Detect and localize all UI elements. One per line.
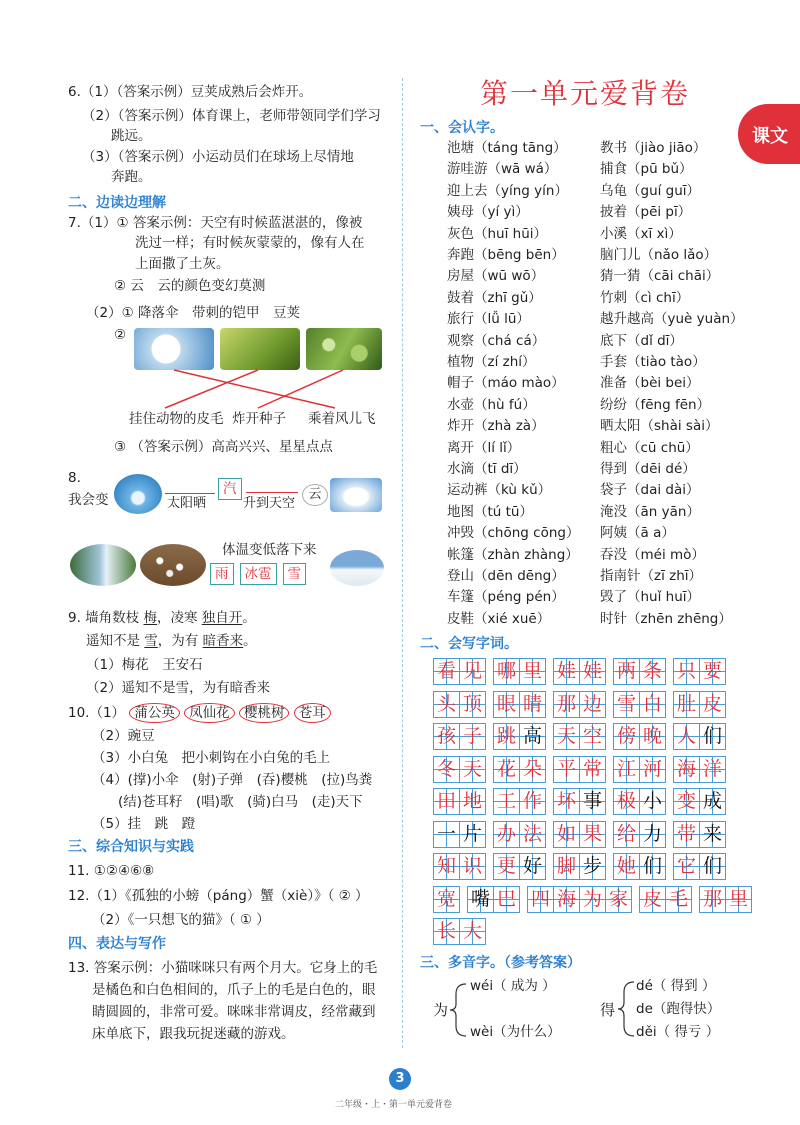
writing-cell: 好 [519,853,546,880]
writing-word-box [553,691,605,718]
q7-line-4: ② 云 云的颜色变幻莫测 [114,278,266,294]
writing-word-box [467,886,519,913]
footer-text: 二年级・上・第一单元爱背卷 [335,1100,453,1110]
writing-cell: 脚 [553,853,580,880]
recognize-word-item: 房屋（wū wō） [447,268,545,285]
writing-word-box [613,691,665,718]
writing-cell: 识 [459,853,486,880]
recognize-word-item: 时针（zhēn zhēng） [600,610,732,627]
writing-word-box [433,821,485,848]
writing-cell: 们 [699,853,726,880]
q9-answer-1: （1）梅花 王安石 [86,657,203,673]
right-section-3: 三、多音字。（参考答案） [420,955,581,971]
writing-cell: 皮 [699,691,726,718]
q9-blank-4: 暗香来 [202,633,244,649]
q10-line-4: （4）(撑)小伞 (射)子弹 (吞)樱桃 (拉)鸟粪 [92,772,373,788]
writing-cell: 皮 [639,886,666,913]
section-heading-2: 二、边读边理解 [68,195,166,211]
q9-blank-1: 梅 [143,610,157,626]
q12-line-2: （2）《一只想飞的猫》（ ① ） [92,912,270,928]
q8-cloud-bubble: 云 [302,484,328,506]
writing-word-box [613,821,665,848]
q13-line-3: 睛圆圆的，非常可爱。咪咪非常调皮，经常藏到 [92,1004,376,1020]
writing-cell: 作 [519,788,546,815]
writing-cell: 娃 [553,658,580,685]
q6-line-3: 跳远。 [111,128,152,144]
writing-cell: 给 [613,821,640,848]
match-label-1: 挂住动物的皮毛 [129,411,224,427]
writing-cell: 见 [459,658,486,685]
right-section-1: 一、会认字。 [420,120,504,136]
hail-image [140,544,206,586]
writing-word-box [613,723,665,750]
writing-cell: 头 [433,691,460,718]
q8-sun: 太阳晒 [167,496,207,511]
recognize-word-item: 乌龟（guí guī） [600,182,701,199]
q11: 11. ①②④⑥⑧ [68,863,155,879]
recognize-word-item: 帐篷（zhàn zhàng） [447,546,579,563]
q9-text-3: 。 [242,610,256,626]
writing-cell: 天 [459,756,486,783]
writing-cell: 河 [639,756,666,783]
q9-text-2: ，凌寒 [156,610,198,626]
writing-cell: 四 [527,886,554,913]
recognize-word-item: 晒太阳（shài sài） [600,418,719,435]
waterfall-image [70,544,136,586]
q6-line-2: （2）（答案示例）体育课上，老师带领同学们学习 [82,108,381,124]
q9-text-5: ，为有 [157,633,199,649]
right-section-2: 二、会写字词。 [420,636,518,652]
recognize-word-item: 运动裤（kù kǔ） [447,482,552,499]
writing-cell: 朵 [519,756,546,783]
recognize-word-item: 纷纷（fēng fēn） [600,396,711,413]
writing-cell: 变 [673,788,700,815]
writing-cell: 为 [579,886,606,913]
writing-cell: 步 [579,853,606,880]
writing-cell: 海 [553,886,580,913]
q13-line-4: 床单底下，跟我玩捉迷藏的游戏。 [92,1026,295,1042]
writing-cell: 江 [613,756,640,783]
writing-cell: 边 [579,691,606,718]
recognize-word-item: 阿姨（ā a） [600,525,675,542]
q13-line-1: 13. 答案示例：小猫咪咪只有两个月大。它身上的毛 [68,960,378,976]
writing-cell: 片 [459,821,486,848]
poly-de-1: dé（ 得到 ） [636,978,716,994]
q10-circled-1: 蒲公英 [129,703,180,723]
writing-cell: 极 [613,788,640,815]
writing-word-box [493,756,545,783]
recognize-word-item: 奔跑（bēng bēn） [447,247,565,263]
writing-word-box [553,658,605,685]
writing-cell: 平 [553,756,580,783]
poly-de-2: de（跑得快） [636,1001,721,1017]
q12-line-1: 12.（1）《孤独的小螃（páng）蟹（xiè）》（ ② ） [68,888,369,904]
q7-line-3: 上面撒了土灰。 [135,256,230,272]
writing-cell: 嘴 [467,886,494,913]
q6-line-1: 6.（1）（答案示例）豆荚成熟后会炸开。 [68,84,313,100]
recognize-word-item: 教书（jiào jiāo） [600,140,707,156]
q10-line-6: （5）挂 跳 蹬 [92,816,196,832]
writing-cell: 花 [493,756,520,783]
q9-text-1: 9. 墙角数枝 [68,610,140,626]
q8-form-hail: 冰雹 [240,563,277,585]
writing-cell: 里 [519,658,546,685]
writing-cell: 雪 [613,691,640,718]
match-label-2: 炸开种子 [232,411,286,427]
recognize-word-item: 脑门儿（nǎo lǎo） [600,247,718,263]
writing-word-box [433,691,485,718]
recognize-word-item: 捕食（pū bǔ） [600,161,693,178]
recognize-word-item: 帽子（máo mào） [447,375,565,392]
writing-cell: 法 [519,821,546,848]
q8-steam-box [218,478,242,500]
writing-cell: 白 [639,691,666,718]
q8-lead: 我会变 [68,492,109,508]
writing-cell: 一 [433,821,460,848]
q8-cool: 体温变低落下来 [222,542,317,558]
recognize-word-item: 皮鞋（xié xuē） [447,610,551,627]
recognize-word-item: 灰色（huī hūi） [447,225,548,242]
recognize-word-item: 迎上去（yíng yín） [447,182,568,199]
q10-line-5: (结)苍耳籽 (唱)歌 (骑)白马 (走)天下 [118,794,363,810]
snow-image [330,550,384,586]
matching-lines [130,368,390,410]
q8-form-snow: 雪 [283,563,307,585]
writing-cell: 它 [673,853,700,880]
writing-cell: 田 [433,788,460,815]
q10-line-3: （3）小白兔 把小刺钩在小白兔的毛上 [92,750,331,766]
writing-cell: 看 [433,658,460,685]
burr-image [306,328,382,370]
writing-cell: 孩 [433,723,460,750]
writing-word-box [493,658,545,685]
writing-cell: 来 [699,821,726,848]
recognize-word-item: 地图（tú tū） [447,503,533,520]
writing-cell: 要 [699,658,726,685]
writing-cell: 小 [639,788,666,815]
q7-3: ③ （答案示例）高高兴兴、星星点点 [114,439,333,455]
recognize-word-item: 水壶（hù fú） [447,396,536,413]
section-heading-4: 四、表达与写作 [68,936,166,952]
writing-cell: 海 [673,756,700,783]
q7-line-5: （2）① 降落伞 带刺的铠甲 豆荚 [86,305,300,321]
writing-cell: 大 [459,918,486,945]
recognize-word-item: 植物（zí zhí） [447,354,536,370]
writing-word-box [613,853,665,880]
q10-line-1 [68,703,331,723]
writing-word-box [493,788,545,815]
writing-word-box [553,756,605,783]
writing-cell: 她 [613,853,640,880]
writing-cell: 里 [725,886,752,913]
writing-cell: 家 [605,886,632,913]
writing-cell: 们 [699,723,726,750]
poly-wei-char: 为 [433,1001,449,1019]
q9-line-2 [86,631,257,651]
writing-word-box [493,821,545,848]
writing-word-box [673,756,725,783]
recognize-word-item: 车篷（péng pén） [447,589,565,606]
writing-cell: 地 [459,788,486,815]
writing-word-box [673,691,725,718]
page-number: 3 [389,1068,411,1090]
category-tab: 课文 [738,104,800,164]
q7-line-2: 洗过一样；有时候灰蒙蒙的，像有人在 [135,235,365,251]
writing-cell: 如 [553,821,580,848]
writing-word-box [433,788,485,815]
writing-cell: 知 [433,853,460,880]
writing-cell: 巴 [493,886,520,913]
writing-word-box [527,886,631,913]
writing-word-box [553,853,605,880]
writing-word-box [433,853,485,880]
recognize-word-item: 游哇游（wā wá） [447,161,558,178]
writing-word-box [433,658,485,685]
recognize-word-item: 旅行（lǚ lū） [447,311,530,328]
writing-word-box [673,853,725,880]
water-drop-image [114,474,162,514]
writing-cell: 两 [613,658,640,685]
recognize-word-item: 池塘（táng tāng） [447,140,567,156]
writing-word-box [433,723,485,750]
writing-cell: 眼 [493,691,520,718]
q13-line-2: 是橘色和白色相间的，爪子上的毛是白色的，眼 [92,982,376,998]
writing-cell: 们 [639,853,666,880]
writing-cell: 宽 [433,886,460,913]
q10-circled-3: 樱桃树 [239,703,290,723]
writing-cell: 果 [579,821,606,848]
recognize-word-item: 鼓着（zhī gǔ） [447,289,542,306]
writing-cell: 只 [673,658,700,685]
writing-cell: 坏 [553,788,580,815]
recognize-word-item: 底下（dǐ dī） [600,332,683,349]
writing-word-box [673,723,725,750]
poly-de-char: 得 [600,1001,616,1019]
recognize-word-item: 准备（bèi bei） [600,375,700,392]
q9-line-1 [68,608,256,628]
recognize-word-item: 粗心（cū chū） [600,439,699,456]
match-label-3: 乘着风儿飞 [308,411,376,427]
arrow-2 [246,492,298,493]
writing-cell: 长 [433,918,460,945]
recognize-word-item: 水滴（tī dī） [447,461,527,477]
writing-cell: 娃 [579,658,606,685]
writing-word-box [639,886,691,913]
writing-cell: 冬 [433,756,460,783]
recognize-word-item: 吞没（méi mò） [600,546,705,563]
writing-cell: 成 [699,788,726,815]
brace-de [616,980,636,1038]
recognize-word-item: 小溪（xī xì） [600,225,682,242]
writing-cell: 傍 [613,723,640,750]
writing-cell: 更 [493,853,520,880]
writing-cell: 哪 [493,658,520,685]
writing-cell: 条 [639,658,666,685]
q7-line-6: ② [114,327,127,343]
q10-lead: 10.（1） [68,705,126,721]
writing-word-box [553,788,605,815]
recognize-word-item: 越升越高（yuè yuàn） [600,311,744,328]
brace-wei [448,982,468,1038]
recognize-word-item: 登山（dēn dēng） [447,568,565,584]
writing-cell: 肚 [673,691,700,718]
writing-cell: 晚 [639,723,666,750]
writing-cell: 高 [519,723,546,750]
recognize-word-item: 毁了（huǐ huī） [600,589,701,606]
cloud-image [330,478,382,512]
poly-wei-1: wéi（ 成为 ） [470,978,556,994]
writing-cell: 子 [459,723,486,750]
q6-line-5: 奔跑。 [111,169,152,185]
recognize-word-item: 披着（pēi pī） [600,204,692,221]
writing-cell: 力 [639,821,666,848]
q9-text-6: 。 [243,633,257,649]
q8-sky: 升到天空 [243,496,296,511]
writing-cell: 天 [553,723,580,750]
writing-cell: 事 [579,788,606,815]
writing-word-box [553,723,605,750]
writing-cell: 人 [673,723,700,750]
recognize-word-item: 手套（tiào tào） [600,354,706,370]
writing-cell: 常 [579,756,606,783]
writing-word-box [673,658,725,685]
recognize-word-item: 得到（dēi dé） [600,461,696,477]
q9-answer-2: （2）遥知不是雪，为有暗香来 [86,680,271,696]
writing-word-box [673,821,725,848]
writing-word-box [613,756,665,783]
q8-form-rain: 雨 [210,563,234,585]
writing-cell: 空 [579,723,606,750]
recognize-word-item: 指南针（zī zhī） [600,568,703,584]
writing-cell: 毛 [665,886,692,913]
q10-circled-2: 凤仙花 [184,703,235,723]
recognize-word-item: 观察（chá cá） [447,332,546,349]
writing-cell: 顶 [459,691,486,718]
q9-blank-3: 雪 [144,633,158,649]
recognize-word-item: 离开（lí lǐ） [447,439,521,456]
recognize-word-item: 袋子（dai dài） [600,482,700,499]
writing-cell: 睛 [519,691,546,718]
recognize-word-item: 淹没（ān yān） [600,503,700,520]
writing-word-box [493,691,545,718]
writing-cell: 跳 [493,723,520,750]
writing-cell: 那 [553,691,580,718]
recognize-word-item: 冲毁（chōng cōng） [447,525,580,542]
seed-pod-image [220,328,300,370]
writing-word-box [433,756,485,783]
writing-word-box [433,918,485,945]
writing-cell: 办 [493,821,520,848]
writing-word-box [673,788,725,815]
writing-cell: 洋 [699,756,726,783]
recognize-word-item: 炸开（zhà zà） [447,418,545,435]
q7-line-1: 7.（1）① 答案示例：天空有时候蓝湛湛的，像被 [68,215,363,231]
recognize-word-item: 猜一猜（cāi chāi） [600,268,720,285]
writing-word-box [699,886,751,913]
writing-word-box [433,886,459,913]
writing-word-box [553,821,605,848]
poly-de-3: děi（ 得亏 ） [636,1024,720,1040]
writing-cell: 那 [699,886,726,913]
q10-circled-4: 苍耳 [294,703,331,723]
dandelion-image [134,328,214,370]
writing-word-box [493,853,545,880]
writing-cell: 工 [493,788,520,815]
q8-number: 8. [68,470,81,486]
section-heading-3: 三、综合知识与实践 [68,839,194,855]
q8-steam: 汽 [218,478,242,500]
q8-forms [210,563,306,585]
page-title: 第一单元爱背卷 [480,77,691,110]
poly-wei-2: wèi（为什么） [470,1024,561,1040]
writing-word-box [493,723,545,750]
writing-cell: 带 [673,821,700,848]
q9-blank-2: 独自开 [201,610,243,626]
q9-text-4: 遥知不是 [86,633,140,649]
recognize-word-item: 竹刺（cì chī） [600,289,690,306]
writing-word-box [613,658,665,685]
writing-word-box [613,788,665,815]
recognize-word-item: 姨母（yí yì） [447,204,529,221]
column-divider [402,78,403,1048]
q6-line-4: （3）（答案示例）小运动员们在球场上尽情地 [82,149,354,165]
q10-line-2: （2）豌豆 [92,728,155,744]
